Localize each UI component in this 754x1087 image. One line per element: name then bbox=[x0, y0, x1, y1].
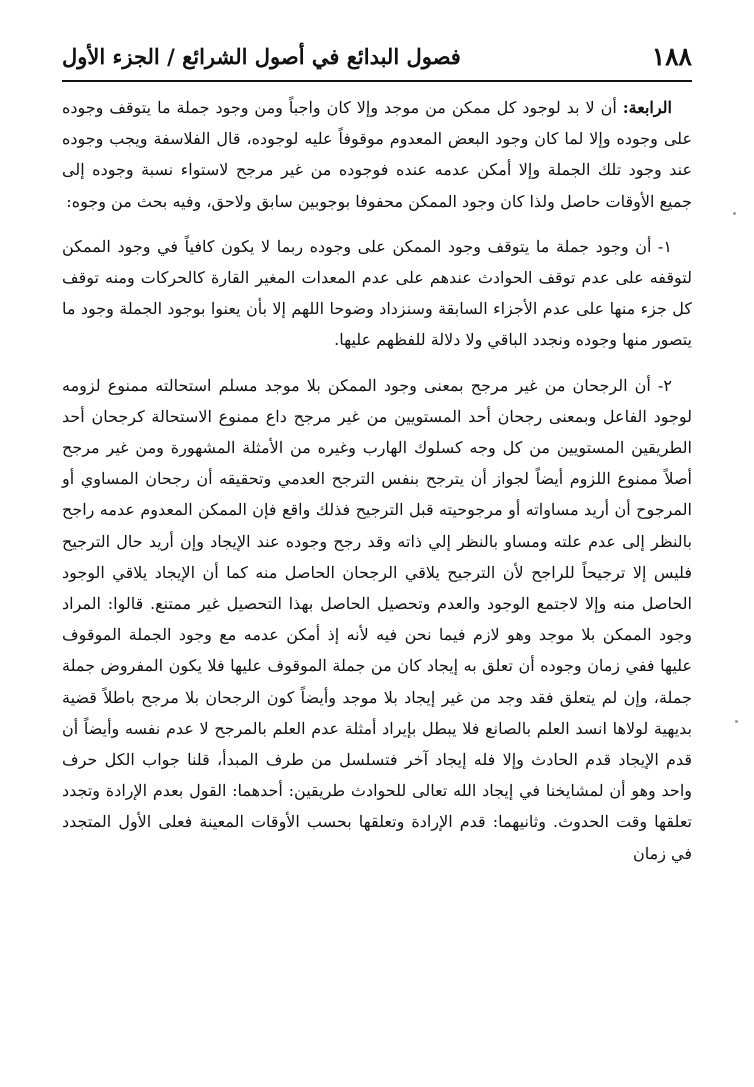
paragraph-lead: الرابعة: bbox=[622, 98, 672, 117]
paragraph-objection-two bbox=[62, 370, 692, 869]
paragraph-objection-one bbox=[62, 231, 692, 356]
header-divider bbox=[62, 80, 692, 82]
paragraph-text: ١- أن وجود جملة ما يتوقف وجود الممكن على وجوده ربما لا يكون كافياً في وجود الممكن لتوقفه على عدم توقف الحوادث عندهم على عدم المعدات المغير القارة كالحركات ومنه توقف كل جزء منها على عدم الأجزاء السابقة وسنزداد وضوحا اللهم إلا بأن يعنوا بوجود الجملة وجود ما يتصور منها وجوده ونجدد الباقي ولا دلالة للفظهم عليها. bbox=[62, 236, 692, 350]
running-title: فصول البدائع في أصول الشرائع / الجزء الأول bbox=[62, 43, 461, 69]
page-header bbox=[62, 36, 692, 76]
paragraph-fourth-point bbox=[62, 92, 692, 217]
margin-speck bbox=[735, 720, 738, 723]
body-text bbox=[62, 92, 692, 883]
page-number: ١٨٨ bbox=[651, 41, 692, 71]
margin-speck bbox=[733, 212, 736, 215]
paragraph-text: ٢- أن الرجحان من غير مرجح بمعنى وجود الممكن بلا موجد مسلم استحالته ممنوع لزومه لوجود الفاعل وبمعنى رجحان أحد المستويين من غير مرجح داع ممنوع الاستحالة كرجحان أحد الطريقين المستويين من كل وجه كسلوك الهارب وغيره من الأمثلة المشهورة ومن غير مرجح أصلاً ممنوع اللزوم أيضاً لجواز أن يترجح بنفس الترجح العدمي وتحقيقه أن رجحان المساوي أو المرجوح أن أريد مساواته أو مرجوحيته قبل الترجيح فذلك واقع فإن الممكن المعدوم عدمه راجح بالنظر إلى عدم علته ومساو بالنظر إلي ذاته وقد رجح وجوده عند الإيجاد وإن أريد حال الترجيح فليس إلا ترجيحاً للراجح لأن الترجيح يلاقي الرجحان الحاصل منه كما أن الإيجاد يلاقي الوجود الحاصل منه وإلا لاجتمع الوجود والعدم وتحصيل الحاصل بهذا التحصيل غير ممتنع. قالوا: المراد وجود الممكن بلا موجد وهو لازم فيما نحن فيه لأنه إذ أمكن عدمه مع وجود الجملة الموقوف عليها ففي زمان وجوده أن تعلق به إيجاد كان من جملة الموقوف عليها فلا يكون المفروض جملة جملة، وإن لم يتعلق فقد وجد من غير إيجاد بلا موجد وأيضاً كون الرجحان بلا مرجح باطلاً قضية بديهية لولاها انسد العلم بالصانع فلا يبطل بإيراد أمثلة عدم العلم بالمرجح لا عدم نفسه وأيضاً أن قدم الإيجاد قدم الحادث وإلا فله إيجاد آخر فتسلسل من طرف المبدأ، قلنا جواب الكل حرف واحد وهو أن لمشايخنا في إيجاد الله تعالى للحوادث طريقين: أحدهما: القول بعدم الإرادة وتجدد تعلقها وقت الحدوث. وثانيهما: قدم الإرادة وتعلقها بحسب الأوقات المعينة فعلى الأول المتجدد في زمان bbox=[62, 375, 693, 863]
paragraph-text: أن لا بد لوجود كل ممكن من موجد وإلا كان واجباً ومن وجود جملة ما يتوقف وجوده على وجوده وإلا لما كان وجود البعض المعدوم موقوفاً عليه لوجوده، قال الفلاسفة ويجب وجوده عند وجود تلك الجملة وإلا أمكن عدمه عنده فوجوده من غير مرجح لاستواء نسبة وجوده إلى جميع الأوقات حاصل ولذا كان وجود الممكن محفوفا بوجوبين سابق ولاحق، وفيه بحث من وجوه: bbox=[62, 98, 692, 211]
